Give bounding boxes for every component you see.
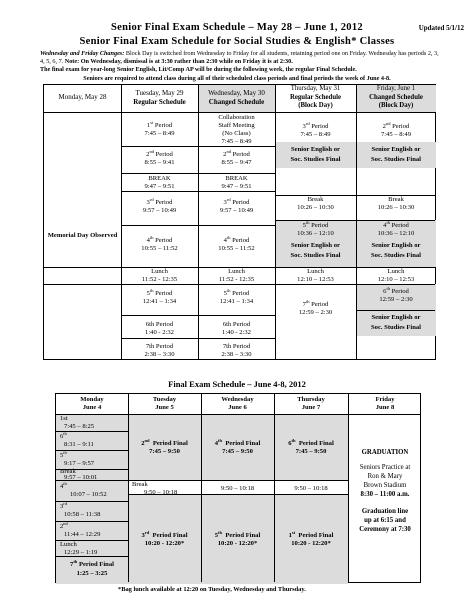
thu-period-5: 5th Period 10:36 – 12:10 bbox=[297, 219, 334, 237]
header-monday: Monday, May 28 bbox=[58, 93, 107, 101]
mon-row-3rd: 3rd 10:58 – 11:38 bbox=[60, 500, 101, 518]
wed-collaboration: Collaboration Staff Meeting (No Class) 7:45 – 8:49 bbox=[218, 114, 255, 145]
wed-final-4th: 4th Period Final 7:45 – 9:50 bbox=[214, 437, 261, 455]
wed-break: BREAK 9:47 – 9:51 bbox=[221, 175, 252, 190]
thu-lunch: Lunch 12:10 – 12:53 bbox=[297, 268, 334, 283]
fri-period-2: 2nd Period 7:45 – 8:49 bbox=[380, 120, 412, 138]
memorial-day: Memorial Day Observed bbox=[47, 232, 118, 239]
mon-row-1st: 1st 7:45 – 8:25 bbox=[60, 415, 95, 430]
mon-row-5th: 5th 9:17 – 9:57 bbox=[60, 449, 95, 467]
header-tuesday-june5: Tuesday June 5 bbox=[152, 396, 177, 411]
wed-final-5th: 5th Period Final 10:20 - 12:20* bbox=[214, 529, 261, 547]
page-title: Senior Final Exam Schedule – May 28 – June 1, 2012 bbox=[111, 22, 363, 33]
thu-period-7: 7th Period 12:59 – 2:30 bbox=[298, 298, 333, 316]
wed-period-4: 4th Period 10:55 – 11:52 bbox=[218, 234, 255, 252]
tue-period-4: 4th Period 10:55 – 11:52 bbox=[141, 234, 178, 252]
week2-title: Final Exam Schedule – June 4-8, 2012 bbox=[168, 379, 306, 389]
fri-period-4: 4th Period 10:36 – 12:10 bbox=[377, 219, 415, 237]
tue-break: BREAK 9:47 – 9:51 bbox=[144, 175, 175, 190]
bag-lunch-footnote: *Bag lunch available at 12:20 on Tuesday, Wednesday and Thursday. bbox=[118, 586, 306, 593]
thu-final-6th: 6th Period Final 7:45 – 9:50 bbox=[288, 437, 334, 455]
changes-note: Wednesday and Friday Changes: Block Day is switched from Wednesday to Friday for all students, retaining period one on Friday. Wednesday has periods 2, 3, 4, 5, 6, 7. Note: On Wednesday, dismissal is at 3:30 rather than 2:30 while on Friday it is at 2:30. bbox=[40, 50, 439, 66]
header-tuesday: Tuesday, May 29 Regular Schedule bbox=[133, 89, 186, 106]
fri-lunch: Lunch 12:10 – 12:53 bbox=[377, 268, 415, 283]
thu-break: 9:50 – 10:18 bbox=[294, 485, 328, 492]
tue-period-2: 2nd Period 8:55 – 9:41 bbox=[144, 148, 175, 166]
fri-graduation: GRADUATION Seniors Practice at Ron & Mary Brown Stadium 8:30 – 11:00 a.m. Graduation line up at 6:15 and Ceremony at 7:30 bbox=[359, 449, 411, 533]
header-friday-june8: Friday June 8 bbox=[375, 396, 395, 411]
header-wednesday: Wednesday, May 30 Changed Schedule bbox=[208, 89, 265, 106]
thu-final-1st: 1st Period Final 10:20 - 12:20* bbox=[288, 529, 334, 547]
updated-date: Updated 5/1/12 bbox=[418, 24, 464, 32]
wed-period-7: 7th Period 2:38 – 3:30 bbox=[221, 343, 252, 358]
mon-row-4th: 4th 10:07 – 10:52 bbox=[60, 480, 107, 498]
tue-break: Break 9:50 – 10:18 bbox=[132, 481, 178, 496]
thu-break: Break 10:26 – 10:30 bbox=[297, 196, 334, 211]
tue-period-1: 1st Period 7:45 – 8:49 bbox=[144, 119, 175, 137]
wed-lunch: Lunch 11:52 - 12:35 bbox=[218, 268, 255, 283]
header-thursday: Thursday, May 31 Regular Schedule (Block Day) bbox=[289, 85, 342, 109]
wed-period-6: 6th Period 1:40 - 2:32 bbox=[222, 321, 251, 336]
header-friday: Friday, June 1 Changed Schedule (Block Day) bbox=[369, 85, 423, 109]
header-wednesday-june6: Wednesday June 6 bbox=[221, 396, 254, 411]
tue-final-2nd: 2nd Period Final 7:45 – 9:50 bbox=[141, 437, 188, 455]
final-exam-note: The final exam for year-long Senior English, Lit/Comp AP will be during the following week, the regular Final Schedule. bbox=[40, 66, 357, 73]
fri-period-6: 6th Period 12:59 – 2:30 bbox=[379, 285, 413, 303]
mon-row-7th-final: 7th Period Final 1:25 – 3:25 bbox=[70, 558, 114, 577]
fri-final-1: Senior English or Soc. Studies Final bbox=[370, 146, 421, 163]
tue-final-3rd: 3rd Period Final 10:20 - 12:20* bbox=[141, 529, 188, 547]
thu-final-2: Senior English or Soc. Studies Final bbox=[290, 242, 341, 259]
tue-period-7: 7th Period 2:38 – 3:30 bbox=[144, 343, 175, 358]
header-thursday-june7: Thursday June 7 bbox=[297, 396, 325, 411]
wed-period-5: 5th Period 12:41 – 1:34 bbox=[219, 287, 254, 305]
tue-lunch: Lunch 11:52 - 12:35 bbox=[141, 268, 178, 283]
wed-period-2: 2nd Period 8:55 – 9:47 bbox=[221, 148, 252, 166]
wed-break: 9:50 – 10:18 bbox=[220, 485, 255, 492]
tue-period-6: 6th Period 1:40 - 2:32 bbox=[145, 321, 174, 336]
tue-period-5: 5th Period 12:41 – 1:34 bbox=[142, 287, 177, 305]
attendance-note: Seniors are required to attend class during all of their scheduled class periods and final periods the week of June 4-8. bbox=[83, 75, 391, 82]
mon-row-break: Break 9:57 – 10:01 bbox=[60, 468, 98, 481]
week1-schedule-table bbox=[43, 84, 436, 360]
fri-final-2: Senior English or Soc. Studies Final bbox=[370, 242, 421, 259]
header-monday-june4: Monday June 4 bbox=[80, 396, 104, 411]
fri-break: Break 10:26 – 10:30 bbox=[377, 196, 415, 211]
mon-row-6th: 6th 8:31 – 9:11 bbox=[60, 430, 94, 448]
mon-row-2nd: 2nd 11:44 – 12:29 bbox=[60, 520, 101, 538]
page-subtitle: Senior Final Exam Schedule for Social Studies & English* Classes bbox=[79, 36, 395, 47]
tue-period-3: 3rd Period 9:57 – 10:49 bbox=[142, 196, 177, 214]
thu-period-3: 3rd Period 7:45 – 8:49 bbox=[300, 120, 331, 138]
thu-final-1: Senior English or Soc. Studies Final bbox=[290, 146, 341, 163]
week2-schedule-table bbox=[55, 393, 421, 583]
wed-period-3: 3rd Period 9:57 – 10:49 bbox=[219, 196, 254, 214]
fri-final-3: Senior English or Soc. Studies Final bbox=[370, 314, 421, 331]
mon-row-lunch: Lunch 12:29 – 1:19 bbox=[60, 541, 98, 556]
